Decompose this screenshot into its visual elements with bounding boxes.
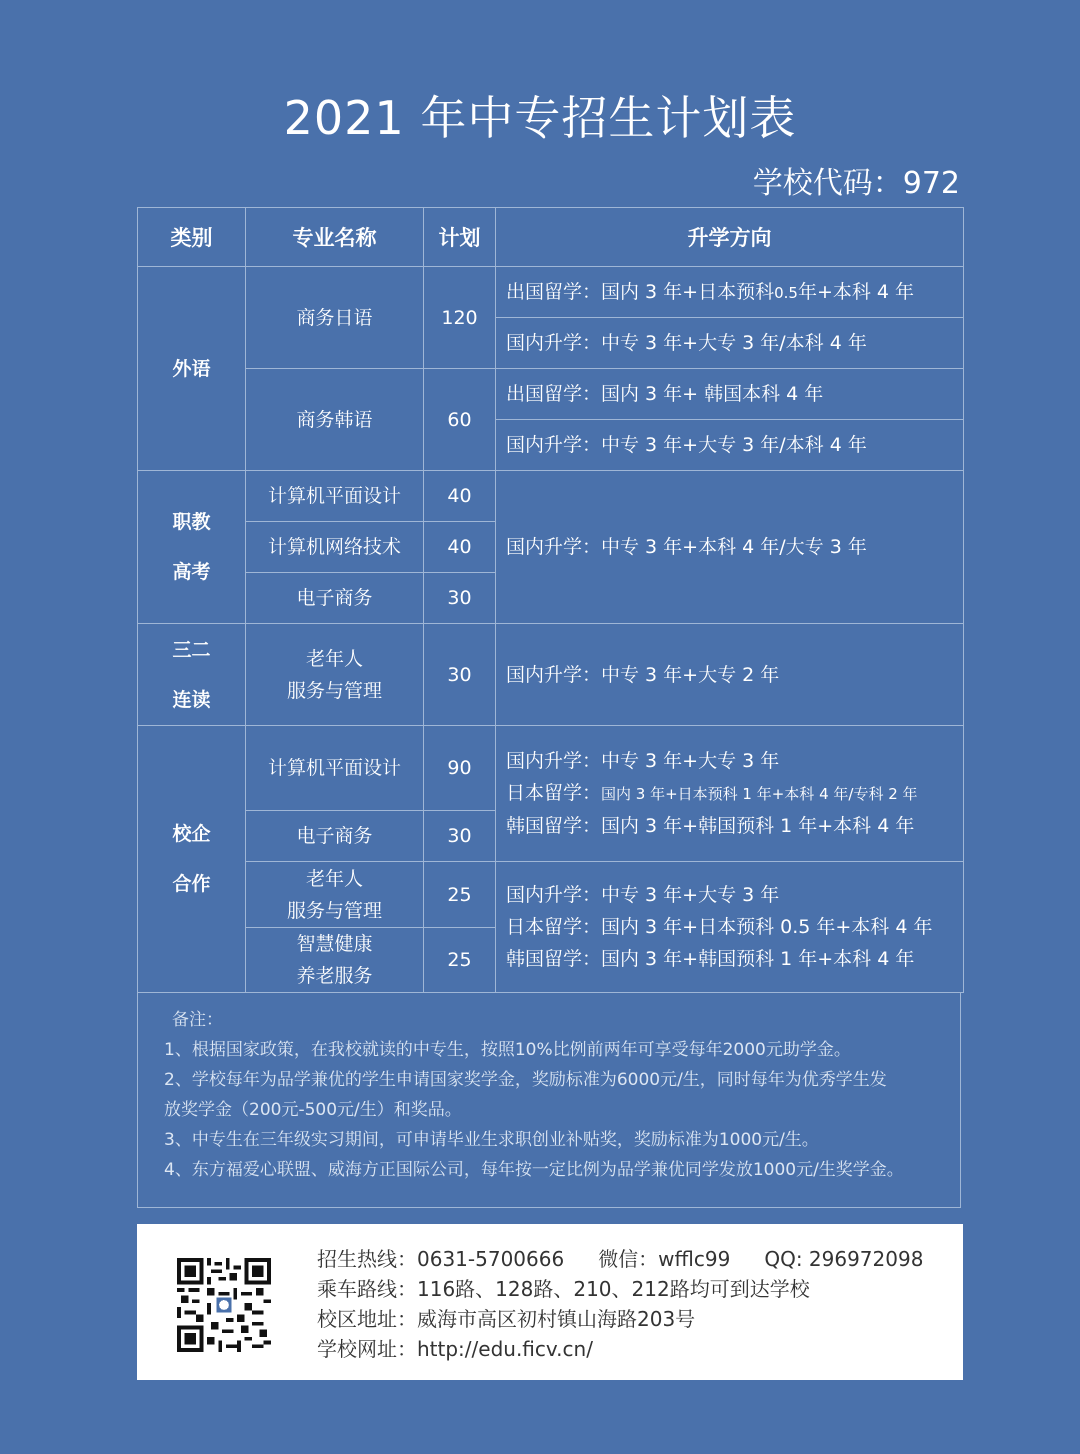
category-32 [138, 624, 246, 726]
direction-cell [496, 267, 964, 318]
plan-smart: 25 [424, 928, 496, 993]
note-item: 2、学校每年为品学兼优的学生申请国家奖学金，奖励标准为6000元/生，同时每年为优秀学生发 [164, 1070, 887, 1090]
major-cg-design: 计算机平面设计 [246, 471, 424, 522]
header-plan: 计划 [424, 208, 496, 267]
category-line: 合作 [172, 873, 211, 895]
bus-route: 乘车路线：116路、128路、210、212路均可到达学校 [317, 1277, 810, 1301]
direction-cell: 国内升学：中专 3 年+大专 3 年/本科 4 年 [496, 420, 964, 471]
major-smart [246, 928, 424, 993]
campus-address: 校区地址：威海市高区初村镇山海路203号 [317, 1307, 696, 1331]
note-item: 1、根据国家政策，在我校就读的中专生，按照10%比例前两年可享受每年2000元助学金。 [164, 1040, 851, 1060]
category-foreign: 外语 [138, 267, 246, 471]
plan-ecommerce: 30 [424, 573, 496, 624]
qr-code-icon [177, 1258, 271, 1352]
plan-korean: 60 [424, 369, 496, 471]
direction-text: 出国留学：国内 3 年+日本预科 [506, 280, 775, 303]
table-row [138, 624, 964, 726]
contact-footer [137, 1224, 963, 1380]
category-line: 职教 [172, 511, 211, 533]
direction-label: 日本留学： [506, 782, 602, 804]
notes-section [137, 993, 961, 1208]
note-item: 放奖学金（200元-500元/生）和奖品。 [164, 1100, 462, 1120]
plan-cg-design: 40 [424, 471, 496, 522]
major-line: 服务与管理 [286, 899, 382, 922]
direction-cell: 出国留学：国内 3 年+ 韩国本科 4 年 [496, 369, 964, 420]
category-line: 连读 [172, 688, 211, 711]
direction-text-small: 0.5 [774, 283, 798, 302]
major-japanese: 商务日语 [246, 267, 424, 369]
direction-line: 国内升学：中专 3 年+大专 3 年 [506, 750, 780, 772]
direction-cell [496, 726, 964, 862]
header-category: 类别 [138, 208, 246, 267]
major-line: 老年人 [305, 647, 363, 670]
table-row [138, 471, 964, 522]
plan-coop-elderly: 25 [424, 862, 496, 928]
direction-cell [496, 862, 964, 993]
header-direction: 升学方向 [496, 208, 964, 267]
table-row [138, 369, 964, 420]
table-row [138, 862, 964, 928]
wechat: 微信：wfflc99 [598, 1247, 731, 1271]
plan-elderly: 30 [424, 624, 496, 726]
school-website[interactable]: 学校网址：http://edu.ficv.cn/ [317, 1337, 593, 1361]
direction-line [506, 777, 963, 810]
table-row [138, 267, 964, 318]
page-title: 2021 年中专招生计划表 [283, 91, 797, 145]
direction-text-small: 国内 3 年+日本预科 1 年+本科 4 年/专科 2 年 [601, 785, 918, 803]
school-code: 学校代码：972 [752, 166, 960, 201]
category-line: 高考 [172, 561, 211, 583]
direction-line: 韩国留学：国内 3 年+韩国预科 1 年+本科 4 年 [506, 948, 915, 970]
direction-cell: 国内升学：中专 3 年+大专 3 年/本科 4 年 [496, 318, 964, 369]
direction-line: 国内升学：中专 3 年+大专 3 年 [506, 884, 780, 906]
major-line: 老年人 [305, 867, 363, 890]
table-header-row [138, 208, 964, 267]
direction-line: 日本留学：国内 3 年+日本预科 0.5 年+本科 4 年 [506, 916, 933, 938]
direction-text-end: 年+本科 4 年 [797, 280, 915, 303]
major-network: 计算机网络技术 [246, 522, 424, 573]
notes-heading: 备注： [172, 1010, 223, 1030]
contact-line-1 [317, 1244, 923, 1274]
qq: QQ: 296972098 [764, 1247, 924, 1271]
major-line: 养老服务 [296, 965, 373, 987]
table-row [138, 726, 964, 811]
plan-coop-ecommerce: 30 [424, 811, 496, 862]
direction-line: 韩国留学：国内 3 年+韩国预科 1 年+本科 4 年 [506, 815, 915, 837]
plan-japanese: 120 [424, 267, 496, 369]
major-korean: 商务韩语 [246, 369, 424, 471]
category-coop [138, 726, 246, 993]
contact-info [317, 1244, 923, 1364]
category-line: 三二 [172, 638, 211, 661]
hotline: 招生热线：0631-5700666 [317, 1247, 565, 1271]
enrollment-plan-table [137, 207, 964, 993]
category-line: 校企 [172, 823, 211, 845]
plan-coop-design: 90 [424, 726, 496, 811]
major-ecommerce: 电子商务 [246, 573, 424, 624]
direction-cell: 国内升学：中专 3 年+本科 4 年/大专 3 年 [496, 471, 964, 624]
major-coop-elderly [246, 862, 424, 928]
major-line: 服务与管理 [286, 679, 382, 702]
direction-cell: 国内升学：中专 3 年+大专 2 年 [496, 624, 964, 726]
plan-network: 40 [424, 522, 496, 573]
major-coop-design: 计算机平面设计 [246, 726, 424, 811]
note-item: 3、中专生在三年级实习期间，可申请毕业生求职创业补贴奖，奖励标准为1000元/生。 [164, 1130, 819, 1150]
major-line: 智慧健康 [296, 933, 373, 955]
header-major: 专业名称 [246, 208, 424, 267]
major-elderly [246, 624, 424, 726]
note-item: 4、东方福爱心联盟、威海方正国际公司，每年按一定比例为品学兼优同学发放1000元/生奖学金。 [164, 1160, 904, 1180]
major-coop-ecommerce: 电子商务 [246, 811, 424, 862]
category-vocational [138, 471, 246, 624]
